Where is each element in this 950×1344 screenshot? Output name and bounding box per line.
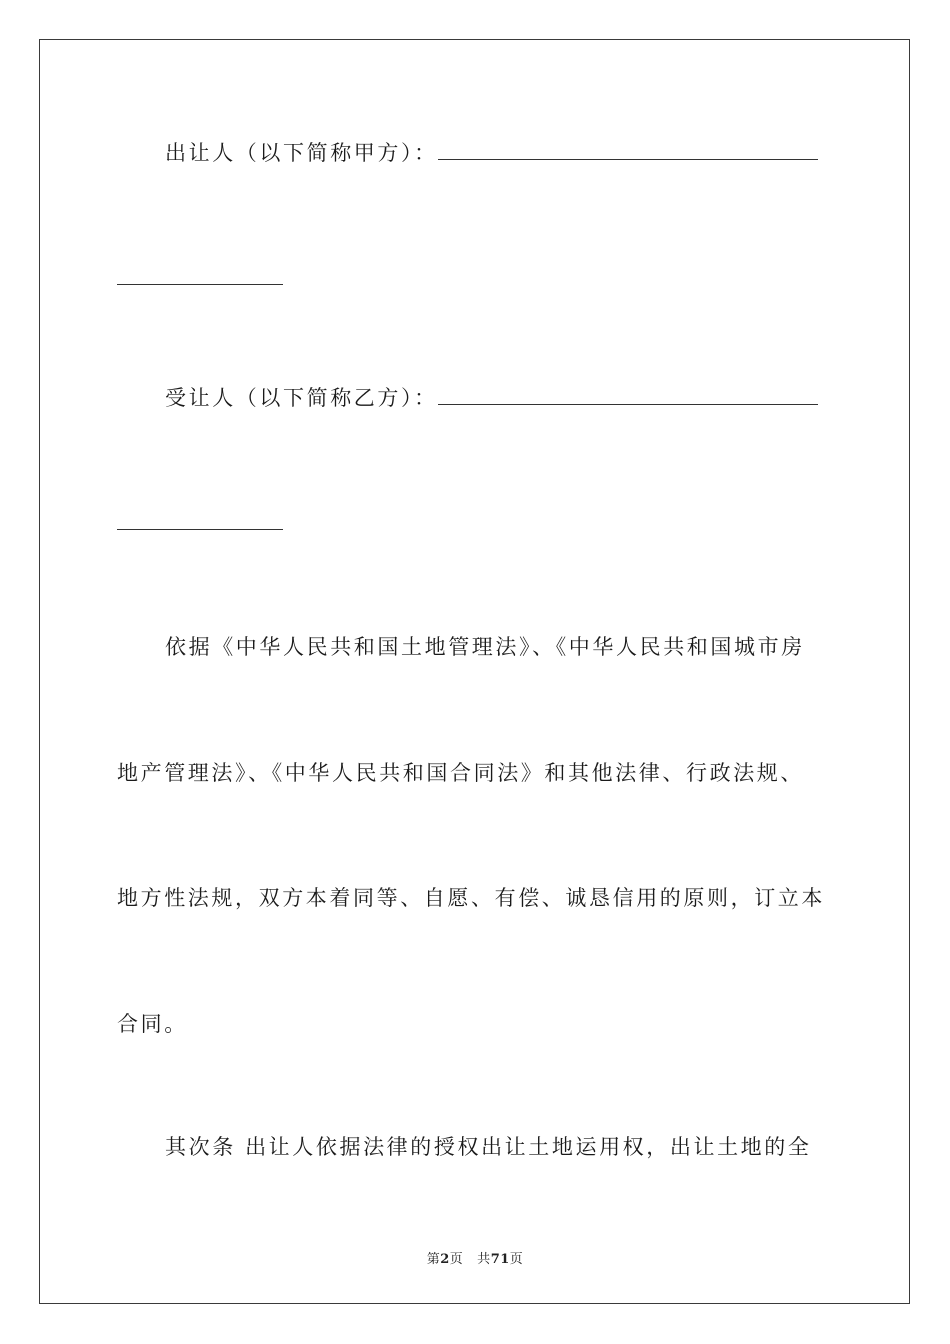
- transferor-line: [165, 138, 835, 168]
- transferee-fill-continuation: [117, 529, 283, 530]
- total-suffix: 页: [509, 1252, 524, 1267]
- transferee-line: [165, 383, 835, 413]
- total-pages: 71: [490, 1252, 510, 1267]
- page-suffix: 页: [449, 1252, 464, 1267]
- total-prefix: 共: [477, 1252, 491, 1267]
- transferor-label: 出让人（以下简称甲方）：: [165, 141, 438, 165]
- page-number: 2: [440, 1252, 450, 1267]
- page-prefix: 第: [426, 1252, 441, 1267]
- page-frame: [39, 39, 910, 1304]
- transferee-fill-line: [438, 386, 818, 405]
- transferee-label: 受让人（以下简称乙方）：: [165, 386, 438, 410]
- paragraph-line: 依据《中华人民共和国土地管理法》、《中华人民共和国城市房: [165, 635, 805, 659]
- page-footer: [0, 1248, 950, 1267]
- paragraph-line: 地产管理法》、《中华人民共和国合同法》和其他法律、行政法规、: [117, 761, 804, 785]
- paragraph-line: 合同。: [117, 1012, 188, 1036]
- transferor-fill-line: [438, 141, 818, 160]
- paragraph-line: 地方性法规，双方本着同等、自愿、有偿、诚恳信用的原则，订立本: [117, 886, 825, 910]
- paragraph-line: 其次条 出让人依据法律的授权出让土地运用权，出让土地的全: [165, 1135, 812, 1159]
- transferor-fill-continuation: [117, 284, 283, 285]
